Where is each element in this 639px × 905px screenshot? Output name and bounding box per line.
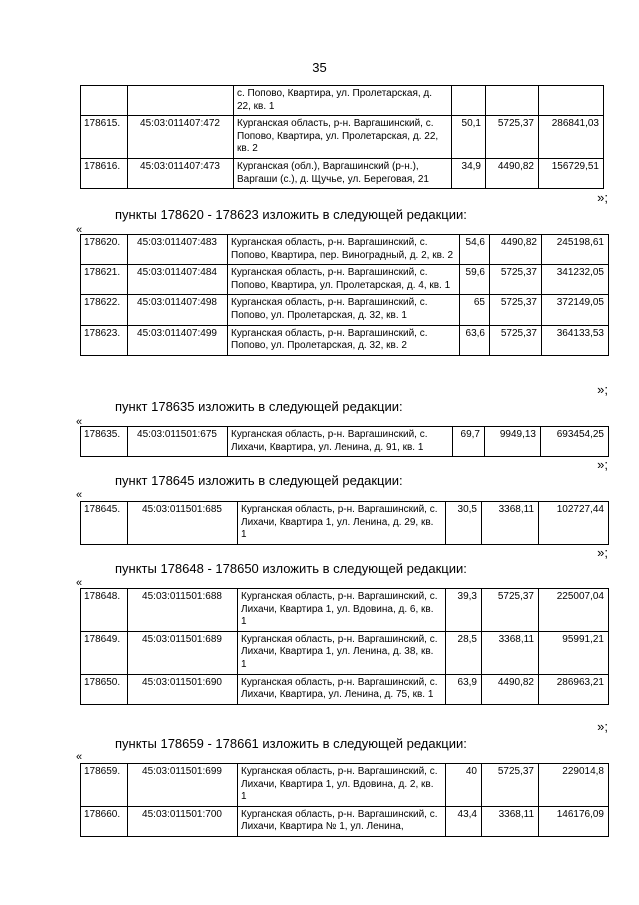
address-cell: Курганская (обл.), Варгашинский (р-н.), Варгаши (с.), д. Щучье, ул. Береговая, 21 [234, 158, 452, 188]
row-number-cell: 178623. [81, 325, 128, 355]
instruction-text: пункты 178620 - 178623 изложить в следующей редакции: [115, 207, 467, 222]
closing-quote: »; [597, 719, 608, 734]
area-cell: 40 [446, 764, 482, 807]
table-row [81, 631, 609, 674]
instruction-text: пункты 178648 - 178650 изложить в следующей редакции: [115, 561, 467, 576]
address-cell: Курганская область, р-н. Варгашинский, с. Попово, ул. Пролетарская, д. 32, кв. 2 [228, 325, 460, 355]
area-cell: 30,5 [446, 502, 482, 545]
cadastral-number-cell: 45:03:011501:675 [128, 427, 228, 457]
area-cell [452, 86, 486, 116]
table-row [81, 325, 609, 355]
table-178645 [80, 501, 609, 545]
address-cell: Курганская область, р-н. Варгашинский, с. Лихачи, Квартира 1, ул. Вдовина, д. 2, кв. 1 [238, 764, 446, 807]
row-number-cell: 178615. [81, 116, 128, 159]
area-cell: 39,3 [446, 589, 482, 632]
row-number-cell: 178649. [81, 631, 128, 674]
row-number-cell: 178616. [81, 158, 128, 188]
cadastral-number-cell: 45:03:011501:688 [128, 589, 238, 632]
table-row [81, 502, 609, 545]
opening-quote: « [76, 224, 83, 236]
area-cell: 34,9 [452, 158, 486, 188]
cadastral-number-cell: 45:03:011407:472 [128, 116, 234, 159]
address-cell: Курганская область, р-н. Варгашинский, с. Попово, Квартира, ул. Пролетарская, д. 22, кв. 2 [234, 116, 452, 159]
unit-cost-cell: 4490,82 [490, 235, 542, 265]
unit-cost-cell: 5725,37 [482, 764, 539, 807]
table-row [81, 764, 609, 807]
area-cell: 65 [460, 295, 490, 325]
cadastral-value-cell: 372149,05 [542, 295, 609, 325]
row-number-cell: 178635. [81, 427, 128, 457]
opening-quote: « [76, 416, 83, 428]
cadastral-value-cell: 286841,03 [539, 116, 604, 159]
row-number-cell: 178621. [81, 265, 128, 295]
cadastral-value-cell [539, 86, 604, 116]
opening-quote: « [76, 577, 83, 589]
cadastral-number-cell: 45:03:011407:499 [128, 325, 228, 355]
table-row [81, 158, 604, 188]
row-number-cell: 178648. [81, 589, 128, 632]
cadastral-value-cell: 693454,25 [541, 427, 609, 457]
table-178648 [80, 588, 609, 705]
table-row [81, 806, 609, 836]
area-cell: 28,5 [446, 631, 482, 674]
area-cell: 59,6 [460, 265, 490, 295]
unit-cost-cell: 3368,11 [482, 502, 539, 545]
closing-quote: »; [597, 545, 608, 560]
table-row [81, 674, 609, 704]
cadastral-number-cell: 45:03:011501:685 [128, 502, 238, 545]
table-row [81, 235, 609, 265]
area-cell: 54,6 [460, 235, 490, 265]
unit-cost-cell: 5725,37 [490, 325, 542, 355]
closing-quote: »; [597, 190, 608, 205]
closing-quote: »; [597, 457, 608, 472]
unit-cost-cell: 4490,82 [486, 158, 539, 188]
row-number-cell: 178660. [81, 806, 128, 836]
address-cell: Курганская область, р-н. Варгашинский, с. Попово, Квартира, пер. Виноградный, д. 2, кв. 2 [228, 235, 460, 265]
table-row [81, 589, 609, 632]
row-number-cell: 178645. [81, 502, 128, 545]
address-cell: Курганская область, р-н. Варгашинский, с. Лихачи, Квартира, ул. Ленина, д. 91, кв. 1 [228, 427, 453, 457]
table-row [81, 265, 609, 295]
cadastral-value-cell: 102727,44 [539, 502, 609, 545]
address-cell: Курганская область, р-н. Варгашинский, с. Лихачи, Квартира, ул. Ленина, д. 75, кв. 1 [238, 674, 446, 704]
cadastral-number-cell: 45:03:011501:699 [128, 764, 238, 807]
cadastral-number-cell [128, 86, 234, 116]
area-cell: 63,6 [460, 325, 490, 355]
address-cell: Курганская область, р-н. Варгашинский, с. Лихачи, Квартира 1, ул. Ленина, д. 38, кв. 1 [238, 631, 446, 674]
instruction-text: пункт 178635 изложить в следующей редакции: [115, 399, 403, 414]
address-cell: Курганская область, р-н. Варгашинский, с. Лихачи, Квартира 1, ул. Ленина, д. 29, кв. 1 [238, 502, 446, 545]
table-178620 [80, 234, 609, 356]
table-cont-178614 [80, 85, 604, 189]
cadastral-value-cell: 146176,09 [539, 806, 609, 836]
cadastral-number-cell: 45:03:011407:473 [128, 158, 234, 188]
row-number-cell [81, 86, 128, 116]
unit-cost-cell: 4490,82 [482, 674, 539, 704]
opening-quote: « [76, 489, 83, 501]
instruction-text: пункты 178659 - 178661 изложить в следующей редакции: [115, 736, 467, 751]
address-cell: с. Попово, Квартира, ул. Пролетарская, д. 22, кв. 1 [234, 86, 452, 116]
address-cell: Курганская область, р-н. Варгашинский, с. Попово, ул. Пролетарская, д. 32, кв. 1 [228, 295, 460, 325]
cadastral-number-cell: 45:03:011407:483 [128, 235, 228, 265]
area-cell: 50,1 [452, 116, 486, 159]
cadastral-value-cell: 95991,21 [539, 631, 609, 674]
cadastral-value-cell: 286963,21 [539, 674, 609, 704]
cadastral-value-cell: 229014,8 [539, 764, 609, 807]
unit-cost-cell: 5725,37 [486, 116, 539, 159]
row-number-cell: 178650. [81, 674, 128, 704]
cadastral-value-cell: 364133,53 [542, 325, 609, 355]
page-number: 35 [312, 60, 327, 75]
address-cell: Курганская область, р-н. Варгашинский, с. Попово, Квартира, ул. Пролетарская, д. 4, кв. 1 [228, 265, 460, 295]
cadastral-value-cell: 225007,04 [539, 589, 609, 632]
unit-cost-cell: 5725,37 [490, 295, 542, 325]
address-cell: Курганская область, р-н. Варгашинский, с. Лихачи, Квартира № 1, ул. Ленина, [238, 806, 446, 836]
unit-cost-cell: 5725,37 [490, 265, 542, 295]
cadastral-number-cell: 45:03:011501:700 [128, 806, 238, 836]
address-cell: Курганская область, р-н. Варгашинский, с. Лихачи, Квартира 1, ул. Вдовина, д. 6, кв. 1 [238, 589, 446, 632]
table-178635 [80, 426, 609, 457]
unit-cost-cell [486, 86, 539, 116]
row-number-cell: 178622. [81, 295, 128, 325]
cadastral-value-cell: 245198,61 [542, 235, 609, 265]
cadastral-value-cell: 156729,51 [539, 158, 604, 188]
cadastral-number-cell: 45:03:011501:690 [128, 674, 238, 704]
row-number-cell: 178620. [81, 235, 128, 265]
table-row [81, 427, 609, 457]
instruction-text: пункт 178645 изложить в следующей редакции: [115, 473, 403, 488]
cadastral-number-cell: 45:03:011407:498 [128, 295, 228, 325]
area-cell: 43,4 [446, 806, 482, 836]
opening-quote: « [76, 751, 83, 763]
unit-cost-cell: 3368,11 [482, 806, 539, 836]
table-178659 [80, 763, 609, 837]
table-row [81, 86, 604, 116]
area-cell: 63,9 [446, 674, 482, 704]
unit-cost-cell: 5725,37 [482, 589, 539, 632]
closing-quote: »; [597, 382, 608, 397]
table-row [81, 295, 609, 325]
cadastral-number-cell: 45:03:011407:484 [128, 265, 228, 295]
row-number-cell: 178659. [81, 764, 128, 807]
table-row [81, 116, 604, 159]
cadastral-number-cell: 45:03:011501:689 [128, 631, 238, 674]
unit-cost-cell: 3368,11 [482, 631, 539, 674]
unit-cost-cell: 9949,13 [485, 427, 541, 457]
area-cell: 69,7 [453, 427, 485, 457]
cadastral-value-cell: 341232,05 [542, 265, 609, 295]
